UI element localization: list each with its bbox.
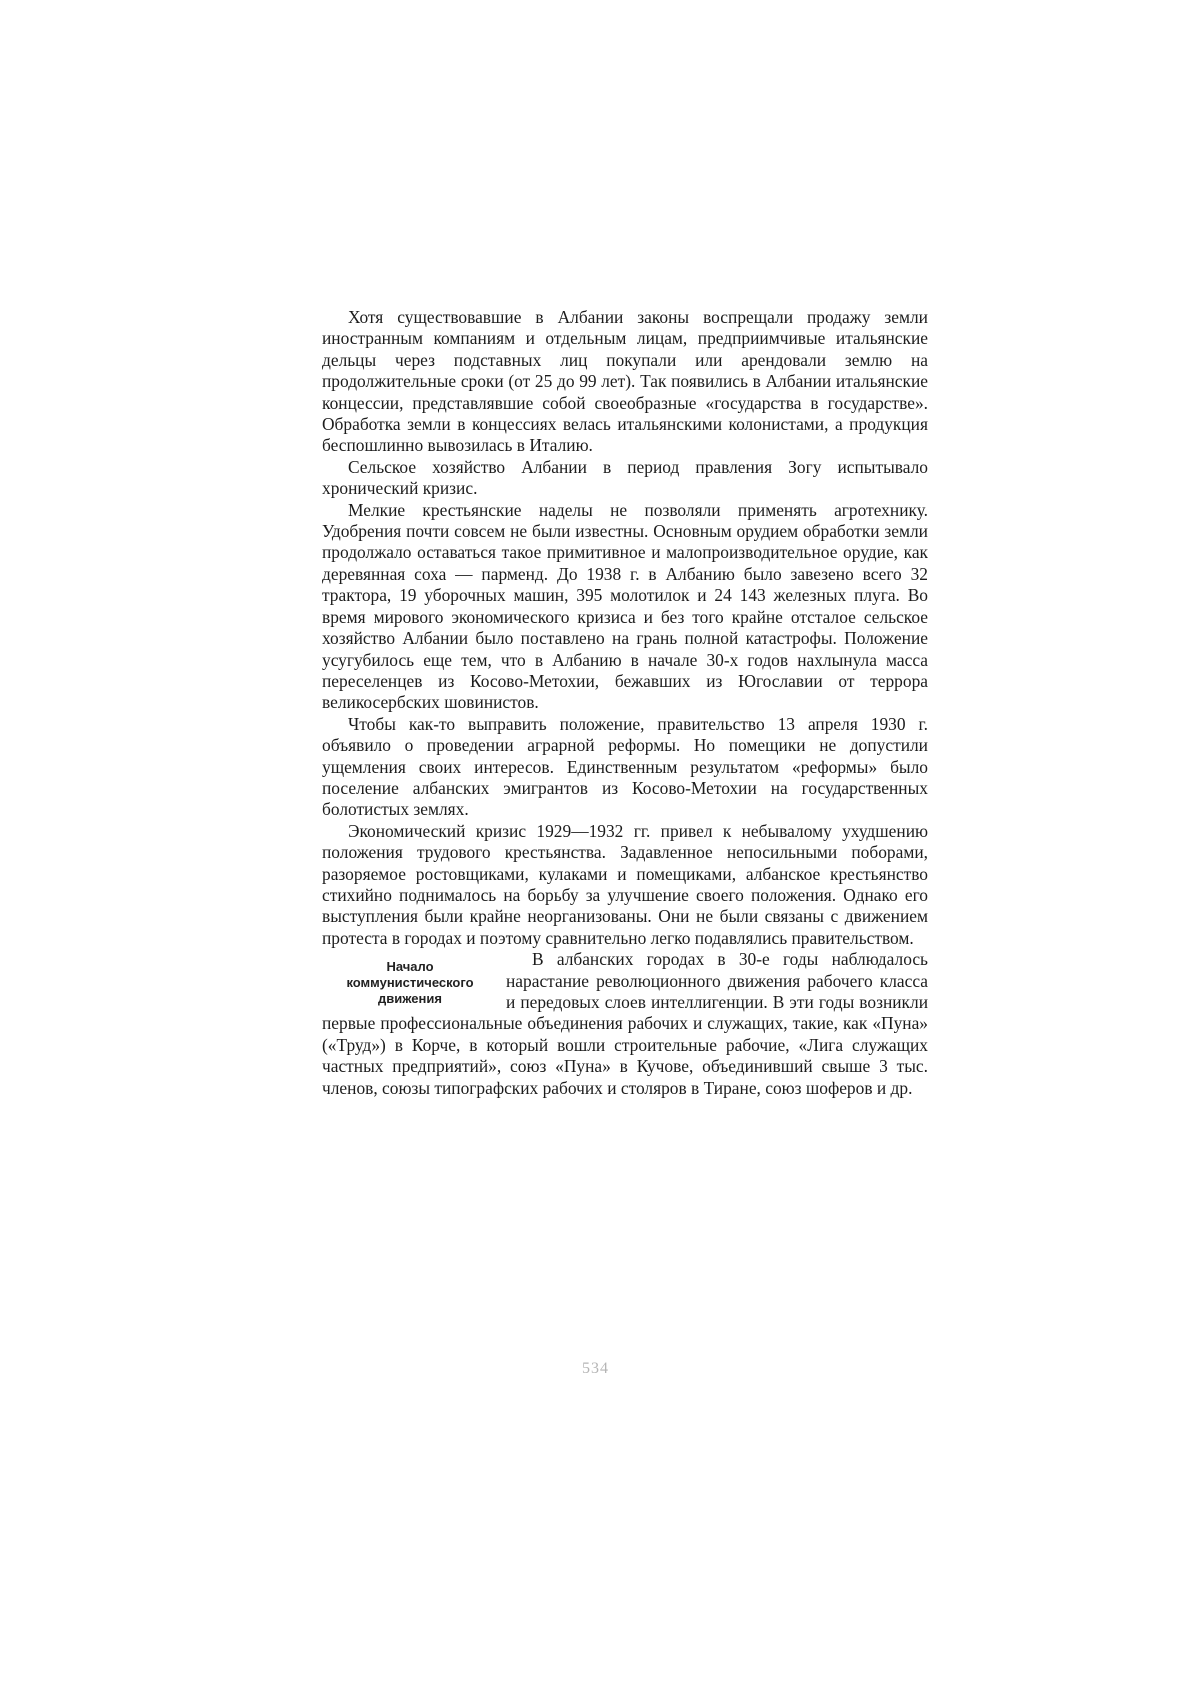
main-text: [322, 307, 928, 1099]
section-heading: [322, 959, 498, 1007]
paragraph-agriculture-crisis: Сельское хозяйство Албании в период правления Зогу испытывало хронический кризис.: [322, 456, 928, 499]
section-heading-line-3: движения: [378, 991, 442, 1007]
section-heading-line-1: Начало: [386, 959, 434, 975]
paragraph-economic-crisis: Экономический кризис 1929—1932 гг. привел к небывалому ухудшению положения трудового крестьянства. Задавленное непосильными поборами, разоряемое ростовщиками, кулаками и помещиками, албанское крестьянство стихийно поднималось на борьбу за улучшение своего положения. Однако его выступления были крайне неорганизованы. Они не были связаны с движением протеста в городах и поэтому сравнительно легко подавлялись правительством.: [322, 820, 928, 948]
section-heading-line-2: коммунистического: [346, 975, 474, 991]
paragraph-farming-tools: Мелкие крестьянские наделы не позволяли применять агротехнику. Удобрения почти совсем не были известны. Основным орудием обработки земли продолжало оставаться такое примитивное и малопроизводительное орудие, как деревянная соха — парменд. До 1938 г. в Албанию было завезено всего 32 трактора, 19 уборочных машин, 395 молотилок и 24 143 железных плуга. Во время мирового экономического кризиса и без того крайне отсталое сельское хозяйство Албании было поставлено на грань полной катастрофы. Положение усугубилось еще тем, что в Албанию в начале 30-х годов нахлынула масса переселенцев из Косово-Метохии, бежавших из Югославии от террора великосербских шовинистов.: [322, 499, 928, 713]
paragraph-concessions: Хотя существовавшие в Албании законы воспрещали продажу земли иностранным компаниям и отдельным лицам, предприимчивые итальянские дельцы через подставных лиц покупали или арендовали землю на продолжительные сроки (от 25 до 99 лет). Так появились в Албании итальянские концессии, представлявшие собой своеобразные «государства в государстве». Обработка земли в концессиях велась итальянскими колонистами, а продукция беспошлинно вывозилась в Италию.: [322, 307, 928, 456]
paragraph-agrarian-reform: Чтобы как-то выправить положение, правительство 13 апреля 1930 г. объявило о проведении аграрной реформы. Но помещики не допустили ущемления своих интересов. Единственным результатом «реформы» было поселение албанских эмигрантов из Косово-Метохии на государственных болотистых землях.: [322, 713, 928, 820]
paragraph-labor-movement: В албанских городах в 30-е годы наблюдалось нарастание революционного движения рабочего класса и передовых слоев интеллигенции. В эти годы возникли первые профессиональные объединения рабочих и служащих, такие, как «Пуна» («Труд») в Корче, в который вошли строительные рабочие, «Лига служащих частных предприятий», союз «Пуна» в Кучове, объединивший свыше 3 тыс. членов, союзы типографских рабочих и столяров в Тиране, союз шоферов и др.: [322, 949, 928, 1098]
page-number: 534: [582, 1360, 609, 1377]
